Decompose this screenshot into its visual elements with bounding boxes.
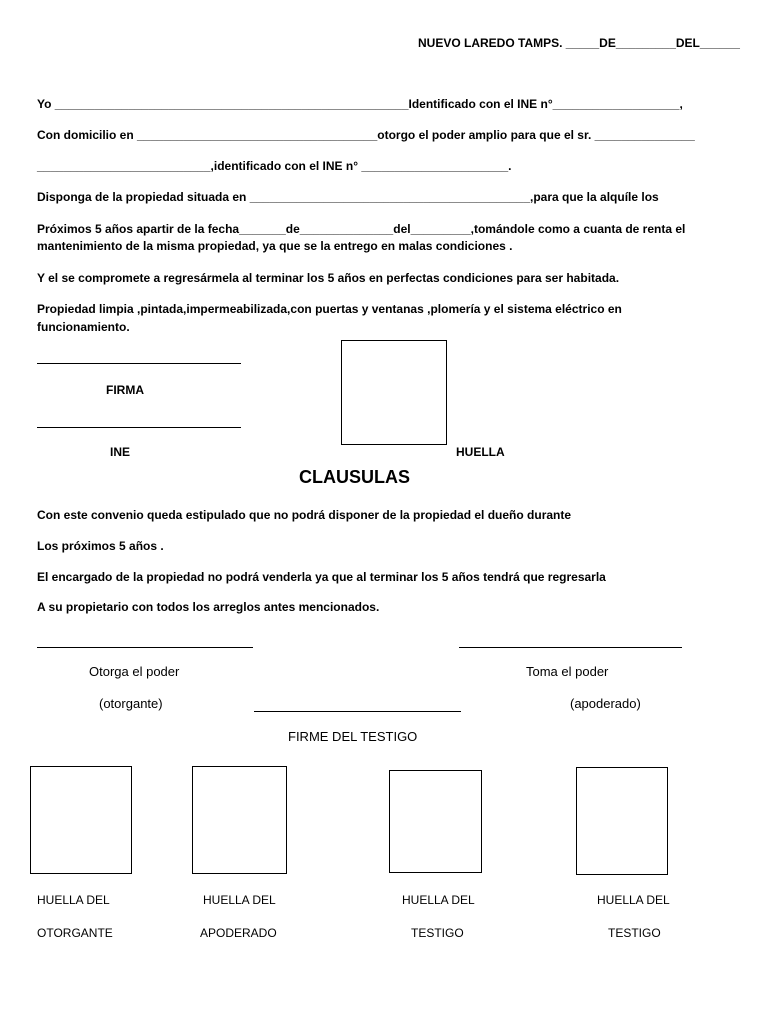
body-line-limpia: Propiedad limpia ,pintada,impermeabilizada,con puertas y ventanas ,plomería y el sistema eléctrico en	[37, 302, 622, 316]
otorgante-label: (otorgante)	[99, 696, 163, 711]
fingerprint-label-1b: OTORGANTE	[37, 926, 113, 940]
fingerprint-label-3a: HUELLA DEL	[402, 893, 475, 907]
fingerprint-label-4a: HUELLA DEL	[597, 893, 670, 907]
huella-testigo-1-box	[389, 770, 482, 873]
clausula-line-4: A su propietario con todos los arreglos antes mencionados.	[37, 600, 380, 614]
ine-line	[37, 427, 241, 428]
huella-box	[341, 340, 447, 445]
ine-label: INE	[110, 445, 131, 459]
body-line-domicilio: Con domicilio en ____________________________________otorgo el poder amplio para que el sr. _______________	[37, 128, 695, 142]
testigo-line	[254, 711, 461, 712]
toma-label: Toma el poder	[526, 664, 609, 679]
huella-otorgante-box	[30, 766, 132, 874]
clausula-line-2: Los próximos 5 años .	[37, 539, 164, 553]
document-header: NUEVO LAREDO TAMPS. _____DE_________DEL______	[418, 36, 740, 50]
apoderado-line	[459, 647, 682, 648]
otorga-label: Otorga el poder	[89, 664, 180, 679]
huella-label: HUELLA	[456, 445, 505, 459]
huella-apoderado-box	[192, 766, 287, 874]
body-line-propiedad: Disponga de la propiedad situada en __________________________________________,para que la alquíle los	[37, 190, 659, 204]
testigo-title: FIRME DEL TESTIGO	[288, 729, 418, 744]
body-line-funcionamiento: funcionamiento.	[37, 320, 130, 334]
clausula-line-3: El encargado de la propiedad no podrá venderla ya que al terminar los 5 años tendrá que regresarla	[37, 570, 606, 584]
fingerprint-label-2a: HUELLA DEL	[203, 893, 276, 907]
fingerprint-label-3b: TESTIGO	[411, 926, 464, 940]
fingerprint-label-2b: APODERADO	[200, 926, 277, 940]
body-line-compromete: Y el se compromete a regresármela al terminar los 5 años en perfectas condiciones para ser habitada.	[37, 271, 620, 285]
firma-label: FIRMA	[106, 383, 144, 397]
body-line-identificado: __________________________,identificado con el INE n° ______________________.	[37, 159, 512, 173]
clausula-line-1: Con este convenio queda estipulado que no podrá disponer de la propiedad el dueño durante	[37, 508, 572, 522]
huella-testigo-2-box	[576, 767, 668, 875]
fingerprint-label-1a: HUELLA DEL	[37, 893, 110, 907]
otorgante-line	[37, 647, 253, 648]
apoderado-label: (apoderado)	[570, 696, 641, 711]
body-line-mantenimiento: mantenimiento de la misma propiedad, ya que se la entrego en malas condiciones .	[37, 239, 513, 253]
fingerprint-label-4b: TESTIGO	[608, 926, 661, 940]
clausulas-title: CLAUSULAS	[299, 467, 410, 487]
body-line-proximos: Próximos 5 años apartir de la fecha_______de______________del_________,tomándole como a cuanta de renta el	[37, 222, 686, 236]
firma-line	[37, 363, 241, 364]
body-line-yo: Yo _____________________________________________________Identificado con el INE n°___________________,	[37, 97, 683, 111]
